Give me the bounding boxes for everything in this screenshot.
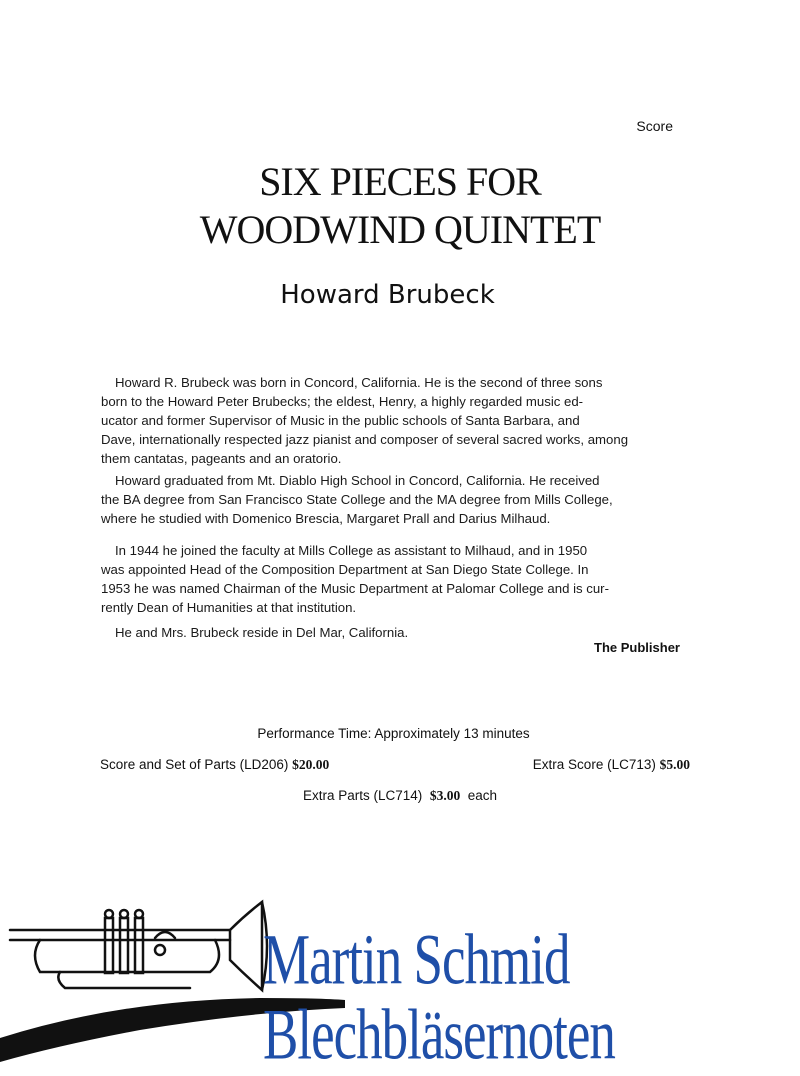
extra-parts-label: Extra Parts (LC714) [303,788,423,803]
bio-line: the BA degree from San Francisco State College and the MA degree from Mills College, [101,492,613,507]
bio-line: In 1944 he joined the faculty at Mills College as assistant to Milhaud, and in 1950 [115,543,588,558]
bio-paragraph-2 [101,471,681,528]
composer-name: Howard Brubeck [280,280,495,310]
score-and-parts-price: $20.00 [292,757,330,772]
trumpet-valve-1 [105,918,113,973]
extra-score-price-line [533,757,690,773]
score-and-parts-label: Score and Set of Parts (LD206) [100,757,289,772]
brand-tagline: Blechbläsernoten [263,996,615,1075]
bio-line: He and Mrs. Brubeck reside in Del Mar, California. [115,625,409,640]
bio-line: Howard R. Brubeck was born in Concord, California. He is the second of three sons [115,375,603,390]
bio-line: where he studied with Domenico Brescia, Margaret Prall and Darius Milhaud. [101,511,551,526]
score-and-parts-price-line [100,757,329,773]
bio-line: Dave, internationally respected jazz pianist and composer of several sacred works, among [101,432,629,447]
bio-line: 1953 he was named Chairman of the Music Department at Palomar College and is cur- [101,581,609,596]
extra-parts-price: $3.00 [429,788,461,803]
trumpet-valve-2 [120,918,128,973]
bio-line: was appointed Head of the Composition Department at San Diego State College. In [101,562,589,577]
bio-line: Howard graduated from Mt. Diablo High School in Concord, California. He received [115,473,600,488]
bio-line: born to the Howard Peter Brubecks; the eldest, Henry, a highly regarded music ed- [101,394,584,409]
bio-paragraph-3 [101,541,681,617]
brand-name: Martin Schmid [263,921,570,1000]
trumpet-valve-3 [135,918,143,973]
extra-parts-suffix: each [467,788,497,803]
bio-line: rently Dean of Humanities at that institution. [101,600,357,615]
extra-score-price: $5.00 [659,757,690,772]
bio-line: them cantatas, pageants and an oratorio. [101,451,342,466]
title-line-1: SIX PIECES FOR [259,159,541,204]
score-label: Score [636,118,673,134]
performance-time: Performance Time: Approximately 13 minutes [257,726,530,741]
publisher-signature: The Publisher [594,640,680,655]
bio-line: ucator and former Supervisor of Music in the public schools of Santa Barbara, and [101,413,580,428]
extra-parts-price-line [0,788,800,804]
extra-score-label: Extra Score (LC713) [532,757,656,772]
bio-paragraph-1 [101,373,681,468]
trumpet-bell [230,902,262,990]
title-line-2: WOODWIND QUINTET [199,207,601,252]
